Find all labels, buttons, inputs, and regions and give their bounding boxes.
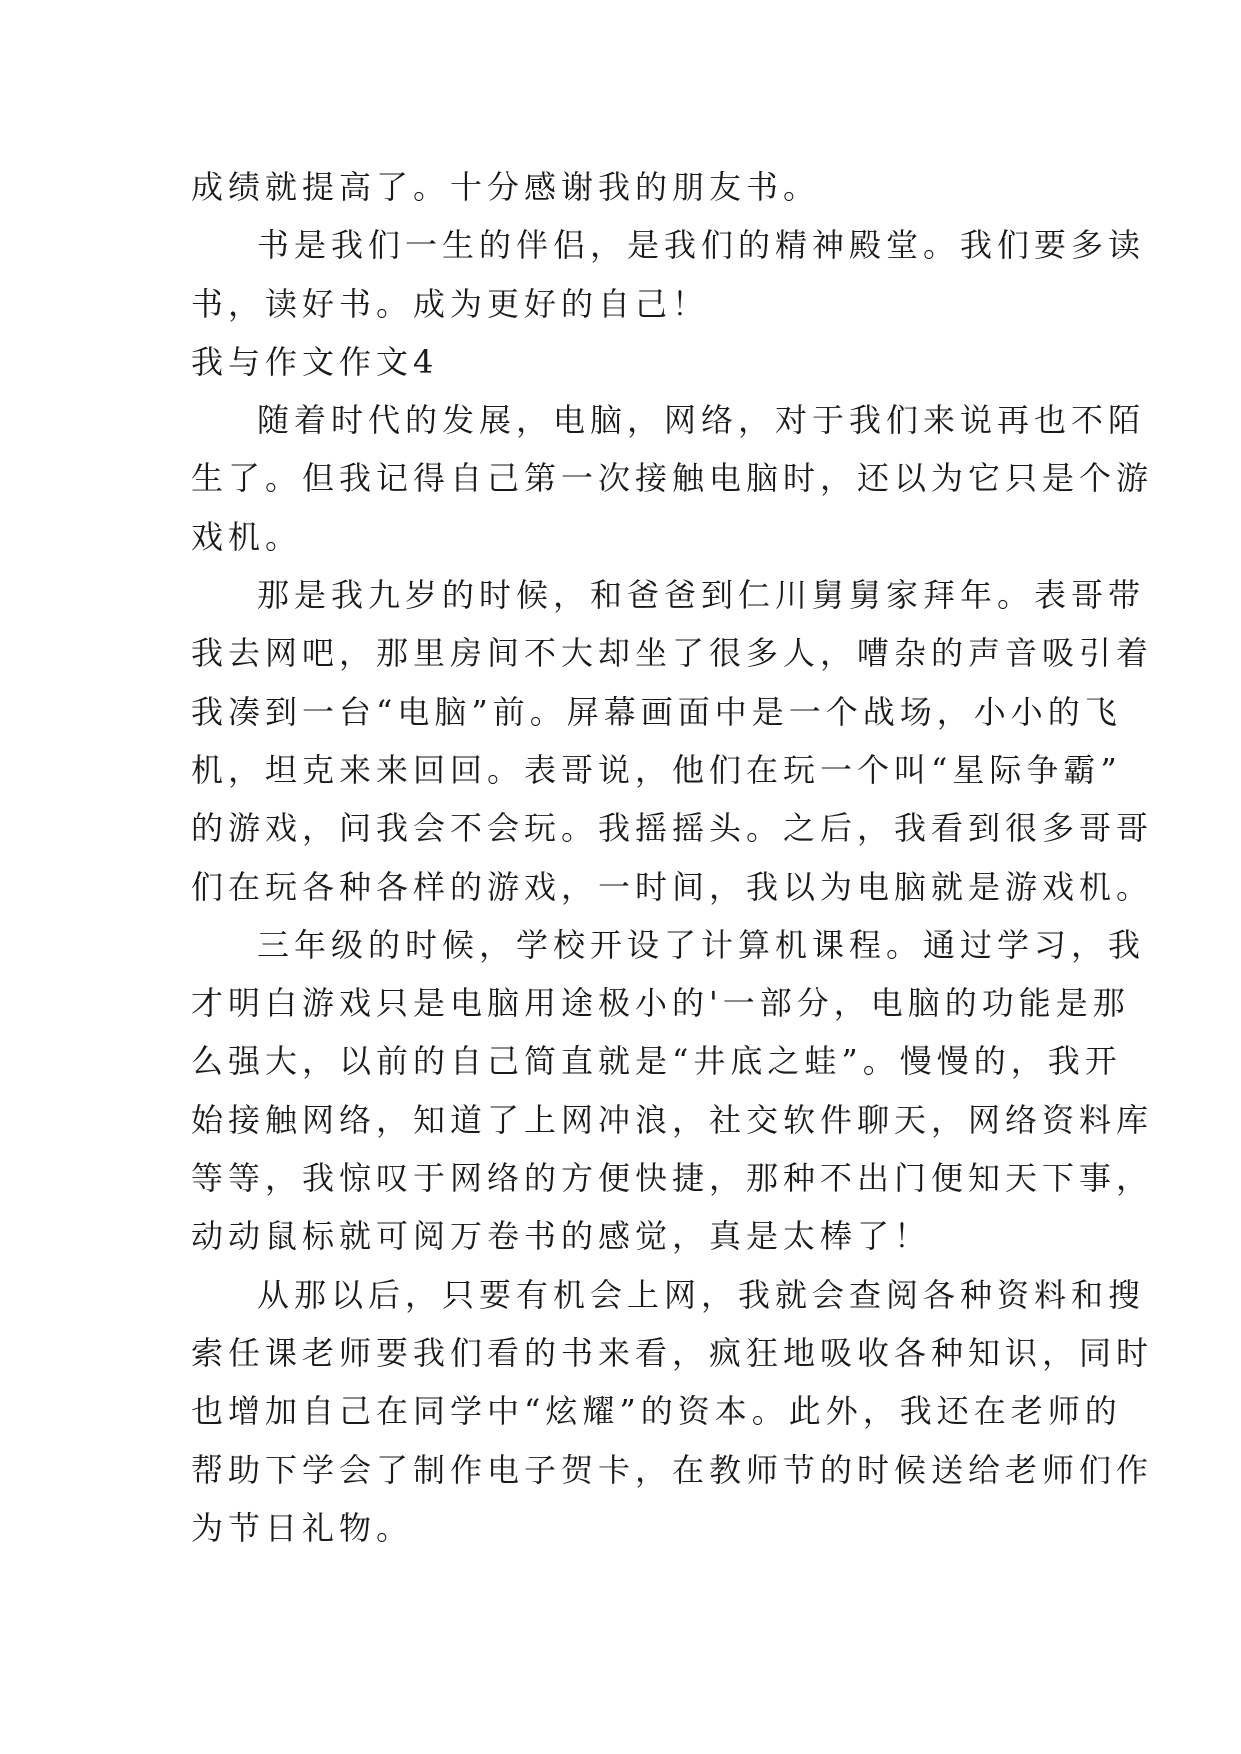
text-line: 从那以后，只要有机会上网，我就会查阅各种资料和搜	[257, 1275, 1146, 1314]
text-line: 生了。但我记得自己第一次接触电脑时，还以为它只是个游	[191, 459, 1154, 498]
text-line: 成绩就提高了。十分感谢我的朋友书。	[191, 168, 821, 206]
document-body	[191, 158, 1154, 1557]
text-line: 书是我们一生的伴侣，是我们的精神殿堂。我们要多读	[257, 226, 1146, 265]
text-line: 机，坦克来来回回。表哥说，他们在玩一个叫“星际争霸”	[191, 750, 1122, 789]
text-line: 三年级的时候，学校开设了计算机课程。通过学习，我	[257, 925, 1146, 964]
text-line: 我凑到一台“电脑”前。屏幕画面中是一个战场，小小的飞	[191, 692, 1122, 731]
text-line: 么强大，以前的自己简直就是“井底之蛙”。慢慢的，我开	[191, 1042, 1122, 1081]
text-line: 的游戏，问我会不会玩。我摇摇头。之后，我看到很多哥哥	[191, 809, 1154, 848]
text-line: 动动鼠标就可阅万卷书的感觉，真是太棒了！	[191, 1217, 932, 1256]
text-line: 帮助下学会了制作电子贺卡，在教师节的时候送给老师们作	[191, 1450, 1154, 1489]
text-line: 戏机。	[191, 517, 303, 556]
text-line: 始接触网络，知道了上网冲浪，社交软件聊天，网络资料库	[191, 1100, 1154, 1139]
text-line: 等等，我惊叹于网络的方便快捷，那种不出门便知天下事，	[191, 1159, 1154, 1198]
text-line: 我去网吧，那里房间不大却坐了很多人，嘈杂的声音吸引着	[191, 634, 1154, 673]
text-line: 为节日礼物。	[191, 1508, 414, 1547]
text-line: 们在玩各种各样的游戏，一时间，我以为电脑就是游戏机。	[191, 867, 1154, 906]
section-heading: 我与作文作文4	[191, 342, 439, 381]
text-line: 那是我九岁的时候，和爸爸到仁川舅舅家拜年。表哥带	[257, 576, 1146, 615]
text-line: 也增加自己在同学中“炫耀”的资本。此外，我还在老师的	[191, 1392, 1122, 1431]
text-line: 书，读好书。成为更好的自己！	[191, 284, 710, 323]
text-line: 随着时代的发展，电脑，网络，对于我们来说再也不陌	[257, 401, 1146, 440]
text-line: 索任课老师要我们看的书来看，疯狂地吸收各种知识，同时	[191, 1333, 1154, 1372]
text-line: 才明白游戏只是电脑用途极小的'一部分，电脑的功能是那	[191, 984, 1130, 1023]
